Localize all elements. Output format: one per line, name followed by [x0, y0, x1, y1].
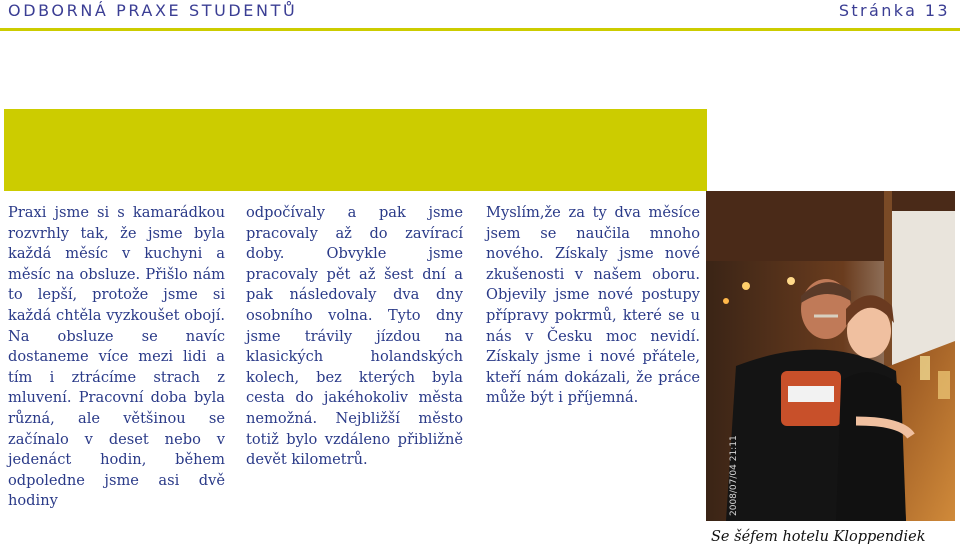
accent-banner	[4, 109, 707, 191]
photo-datestamp: 2008/07/04 21:11	[729, 435, 739, 516]
photo	[706, 191, 955, 521]
paragraph: Praxi jsme si s kamarádkou rozvrhly tak, že jsme byla každá měsíc v kuchyni a měsíc na obsluze. Přišlo nám to lepší, protože jsme si každá chtěla vyzkoušet obojí. Na obsluze se navíc dostaneme více mezi lidi a tím i ztrácíme strach z mluvení. Pracovní doba byla různá, ale většinou se začínalo v deset nebo v jedenáct hodin, během odpoledne jsme asi dvě hodiny	[8, 204, 225, 510]
text-column-1	[8, 203, 225, 512]
photo-caption: Se šéfem hotelu Kloppendiek	[711, 529, 926, 545]
header-rule	[0, 28, 960, 31]
page-number: Stránka 13	[838, 1, 950, 20]
text-column-3	[486, 203, 700, 409]
paragraph: Myslím,že za ty dva měsíce jsem se naučila mnoho nového. Získaly jsme nové zkušenosti v našem oboru. Objevily jsme nové postupy přípravy pokrmů, které se u nás v Česku moc nevidí. Získaly jsme i nové přátele, kteří nám dokázali, že práce může být i příjemná.	[486, 204, 700, 407]
photo-illustration	[706, 191, 955, 521]
running-header-title: ODBORNÁ PRAXE STUDENTŮ	[8, 1, 298, 20]
text-column-2	[246, 203, 463, 471]
paragraph: odpočívaly a pak jsme pracovaly až do zavírací doby. Obvykle jsme pracovaly pět až šest dní a pak následovaly dva dny osobního volna. Tyto dny jsme trávily jízdou na klasických holandských kolech, bez kterých byla cesta do jakéhokoliv města nemožná. Nejbližší město totiž bylo vzdáleno přibližně devět kilometrů.	[246, 204, 463, 469]
